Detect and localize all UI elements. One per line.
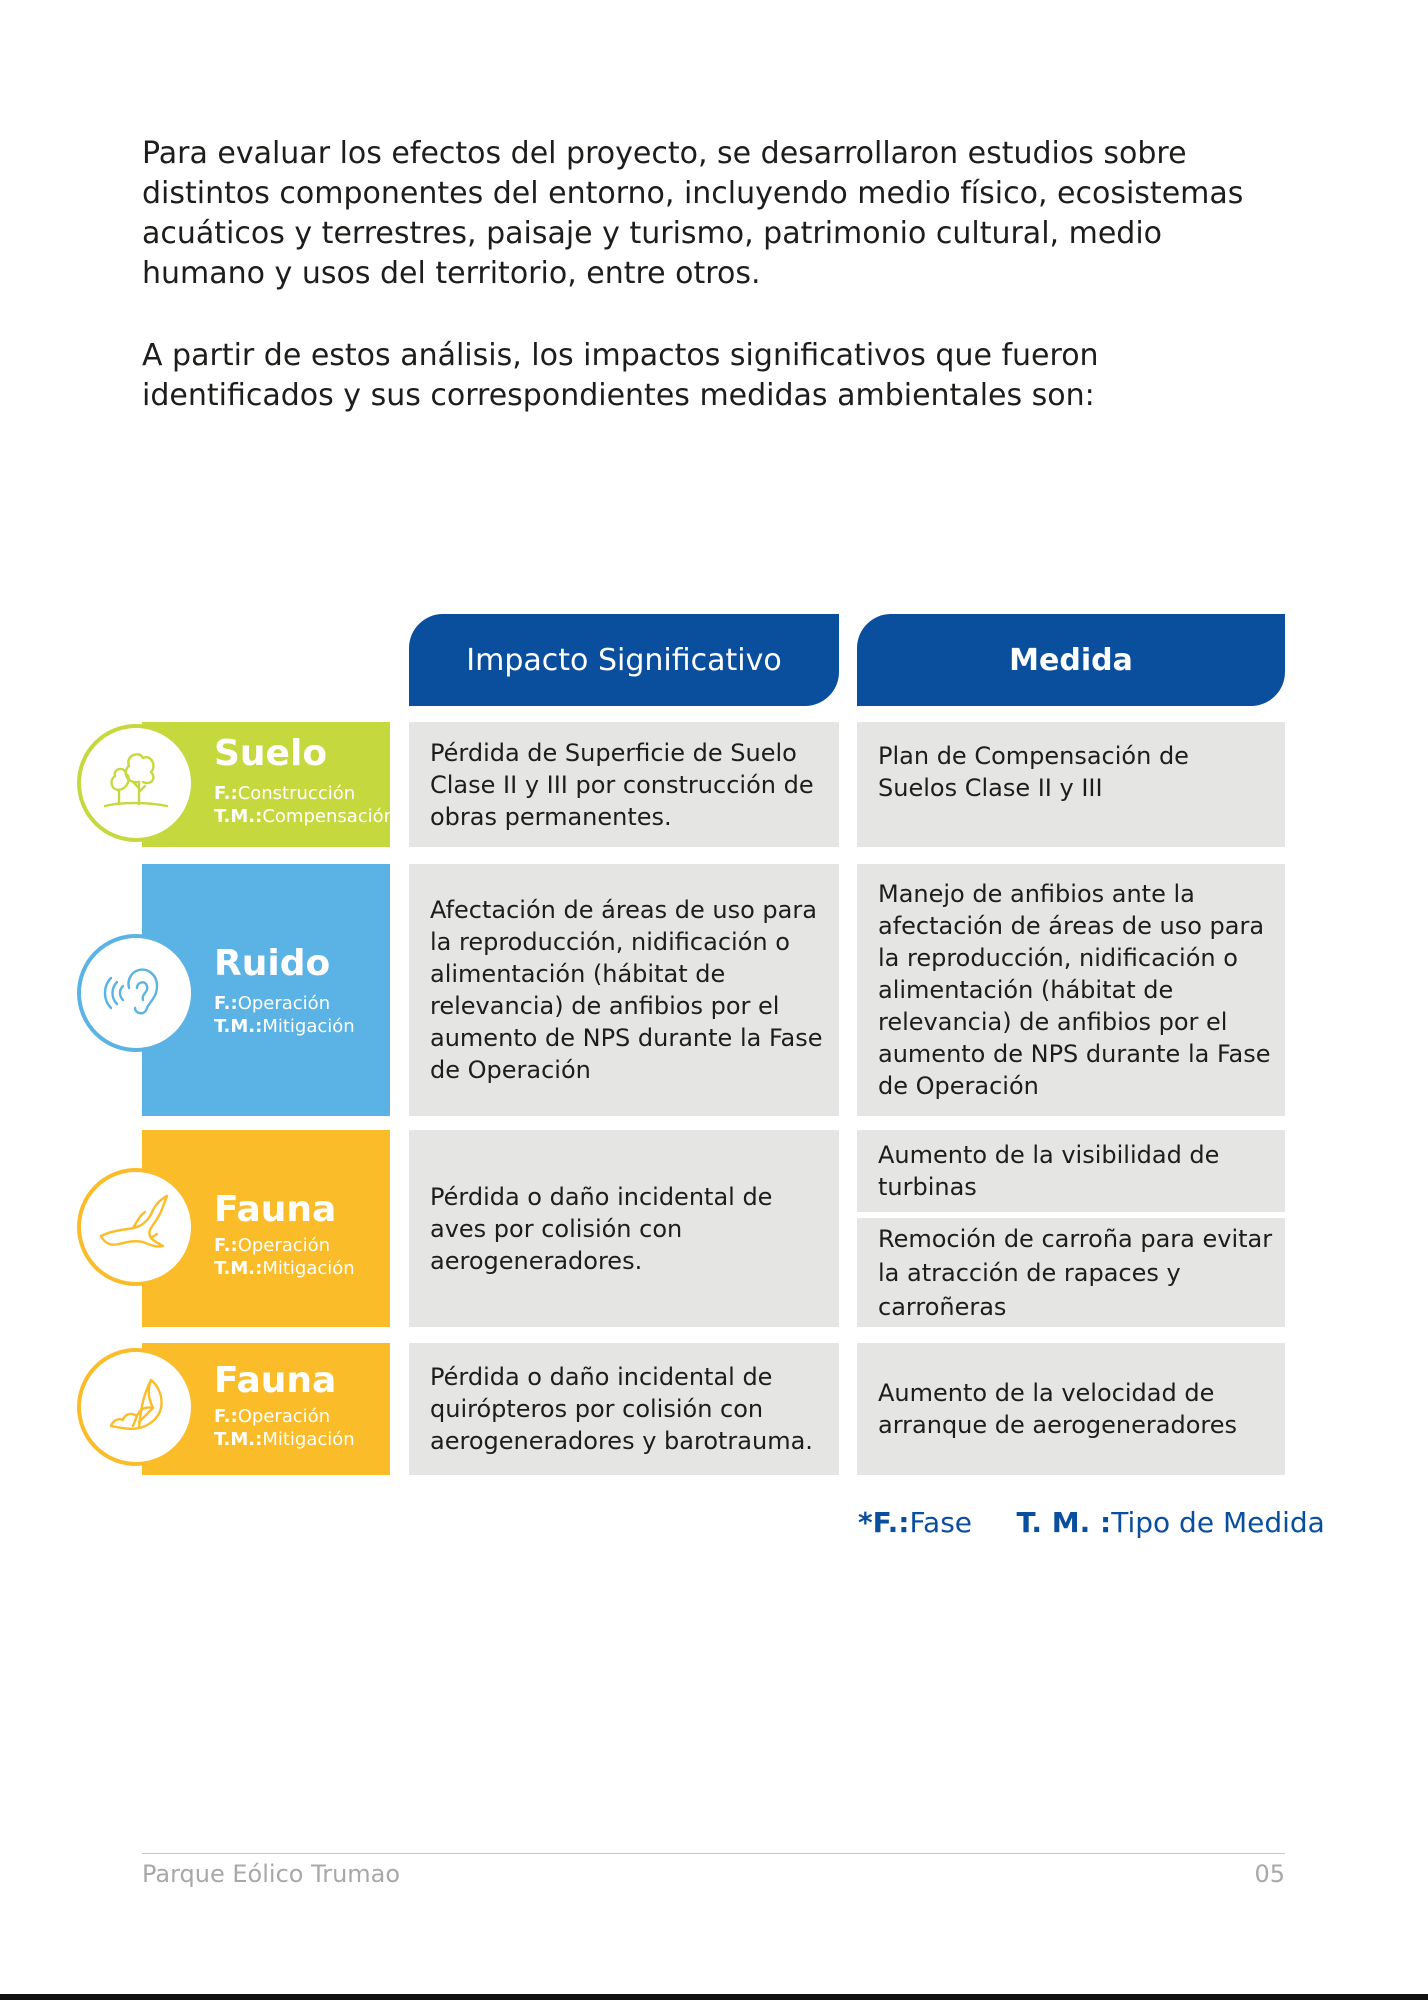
legend — [858, 1506, 1325, 1539]
category-name: Fauna — [214, 1189, 337, 1230]
category-measure-type: T.M.:Mitigación — [214, 1429, 355, 1450]
impact-cell-ruido: Afectación de áreas de uso para la reproducción, nidificación o alimentación (hábitat de relevancia) de anfibios por el aumento de NPS durante la Fase de Operación — [409, 864, 839, 1116]
category-name: Ruido — [214, 943, 331, 984]
legend-f-text: Fase — [909, 1506, 973, 1539]
impact-cell-fauna-aves: Pérdida o daño incidental de aves por colisión con aerogeneradores. — [409, 1130, 839, 1327]
bird-icon — [93, 1184, 179, 1270]
measure-column-header: Medida — [857, 614, 1285, 706]
bat-icon — [95, 1366, 177, 1448]
legend-f-label: *F.: — [858, 1506, 910, 1539]
category-measure-type: T.M.:Mitigación — [214, 1016, 355, 1037]
footer-divider — [142, 1853, 1285, 1854]
impact-cell-suelo: Pérdida de Superficie de Suelo Clase II y III por construcción de obras permanentes. — [409, 722, 839, 847]
impact-column-header: Impacto Significativo — [409, 614, 839, 706]
legend-tm-text: Tipo de Medida — [1111, 1506, 1325, 1539]
intro-paragraph-1: Para evaluar los efectos del proyecto, se desarrollaron estudios sobre distintos componentes del entorno, incluyendo medio físico, ecosistemas acuáticos y terrestres, paisaje y turismo, patrimonio cultural, medio humano y usos del territorio, entre otros. — [142, 136, 1244, 291]
category-measure-type: T.M.:Mitigación — [214, 1258, 355, 1279]
category-name: Suelo — [214, 733, 328, 774]
category-phase: F.:Operación — [214, 993, 331, 1014]
impact-cell-fauna-quiropteros: Pérdida o daño incidental de quirópteros por colisión con aerogeneradores y barotrauma. — [409, 1343, 839, 1475]
ruido-icon-badge — [77, 934, 195, 1052]
measure-cell-fauna-aves-2: Remoción de carroña para evitar la atracción de rapaces y carroñeras — [857, 1218, 1285, 1327]
bottom-edge — [0, 1994, 1428, 2000]
page-number: 05 — [1254, 1860, 1285, 1888]
fauna-aves-icon-badge — [77, 1168, 195, 1286]
fauna-quiropteros-icon-badge — [77, 1348, 195, 1466]
measure-cell-suelo: Plan de Compensación de Suelos Clase II y III — [857, 722, 1285, 847]
category-phase: F.:Operación — [214, 1406, 331, 1427]
suelo-icon-badge — [77, 724, 195, 842]
measure-cell-ruido: Manejo de anfibios ante la afectación de áreas de uso para la reproducción, nidificación o alimentación (hábitat de relevancia) de anfibios por el aumento de NPS durante la Fase de Operación — [857, 864, 1285, 1116]
category-name: Fauna — [214, 1360, 337, 1401]
footer-title: Parque Eólico Trumao — [142, 1860, 401, 1888]
legend-tm-label: T. M. : — [1016, 1506, 1112, 1539]
measure-cell-fauna-aves-1: Aumento de la visibilidad de turbinas — [857, 1130, 1285, 1212]
category-phase: F.:Operación — [214, 1235, 331, 1256]
category-phase: F.:Construcción — [214, 783, 356, 804]
category-measure-type: T.M.:Compensación — [214, 806, 396, 827]
intro-paragraph-2: A partir de estos análisis, los impactos significativos que fueron identificados y sus correspondientes medidas ambientales son: — [142, 338, 1099, 413]
tree-icon — [95, 742, 177, 824]
ear-icon — [95, 952, 177, 1034]
measure-cell-fauna-quiropteros: Aumento de la velocidad de arranque de aerogeneradores — [857, 1343, 1285, 1475]
